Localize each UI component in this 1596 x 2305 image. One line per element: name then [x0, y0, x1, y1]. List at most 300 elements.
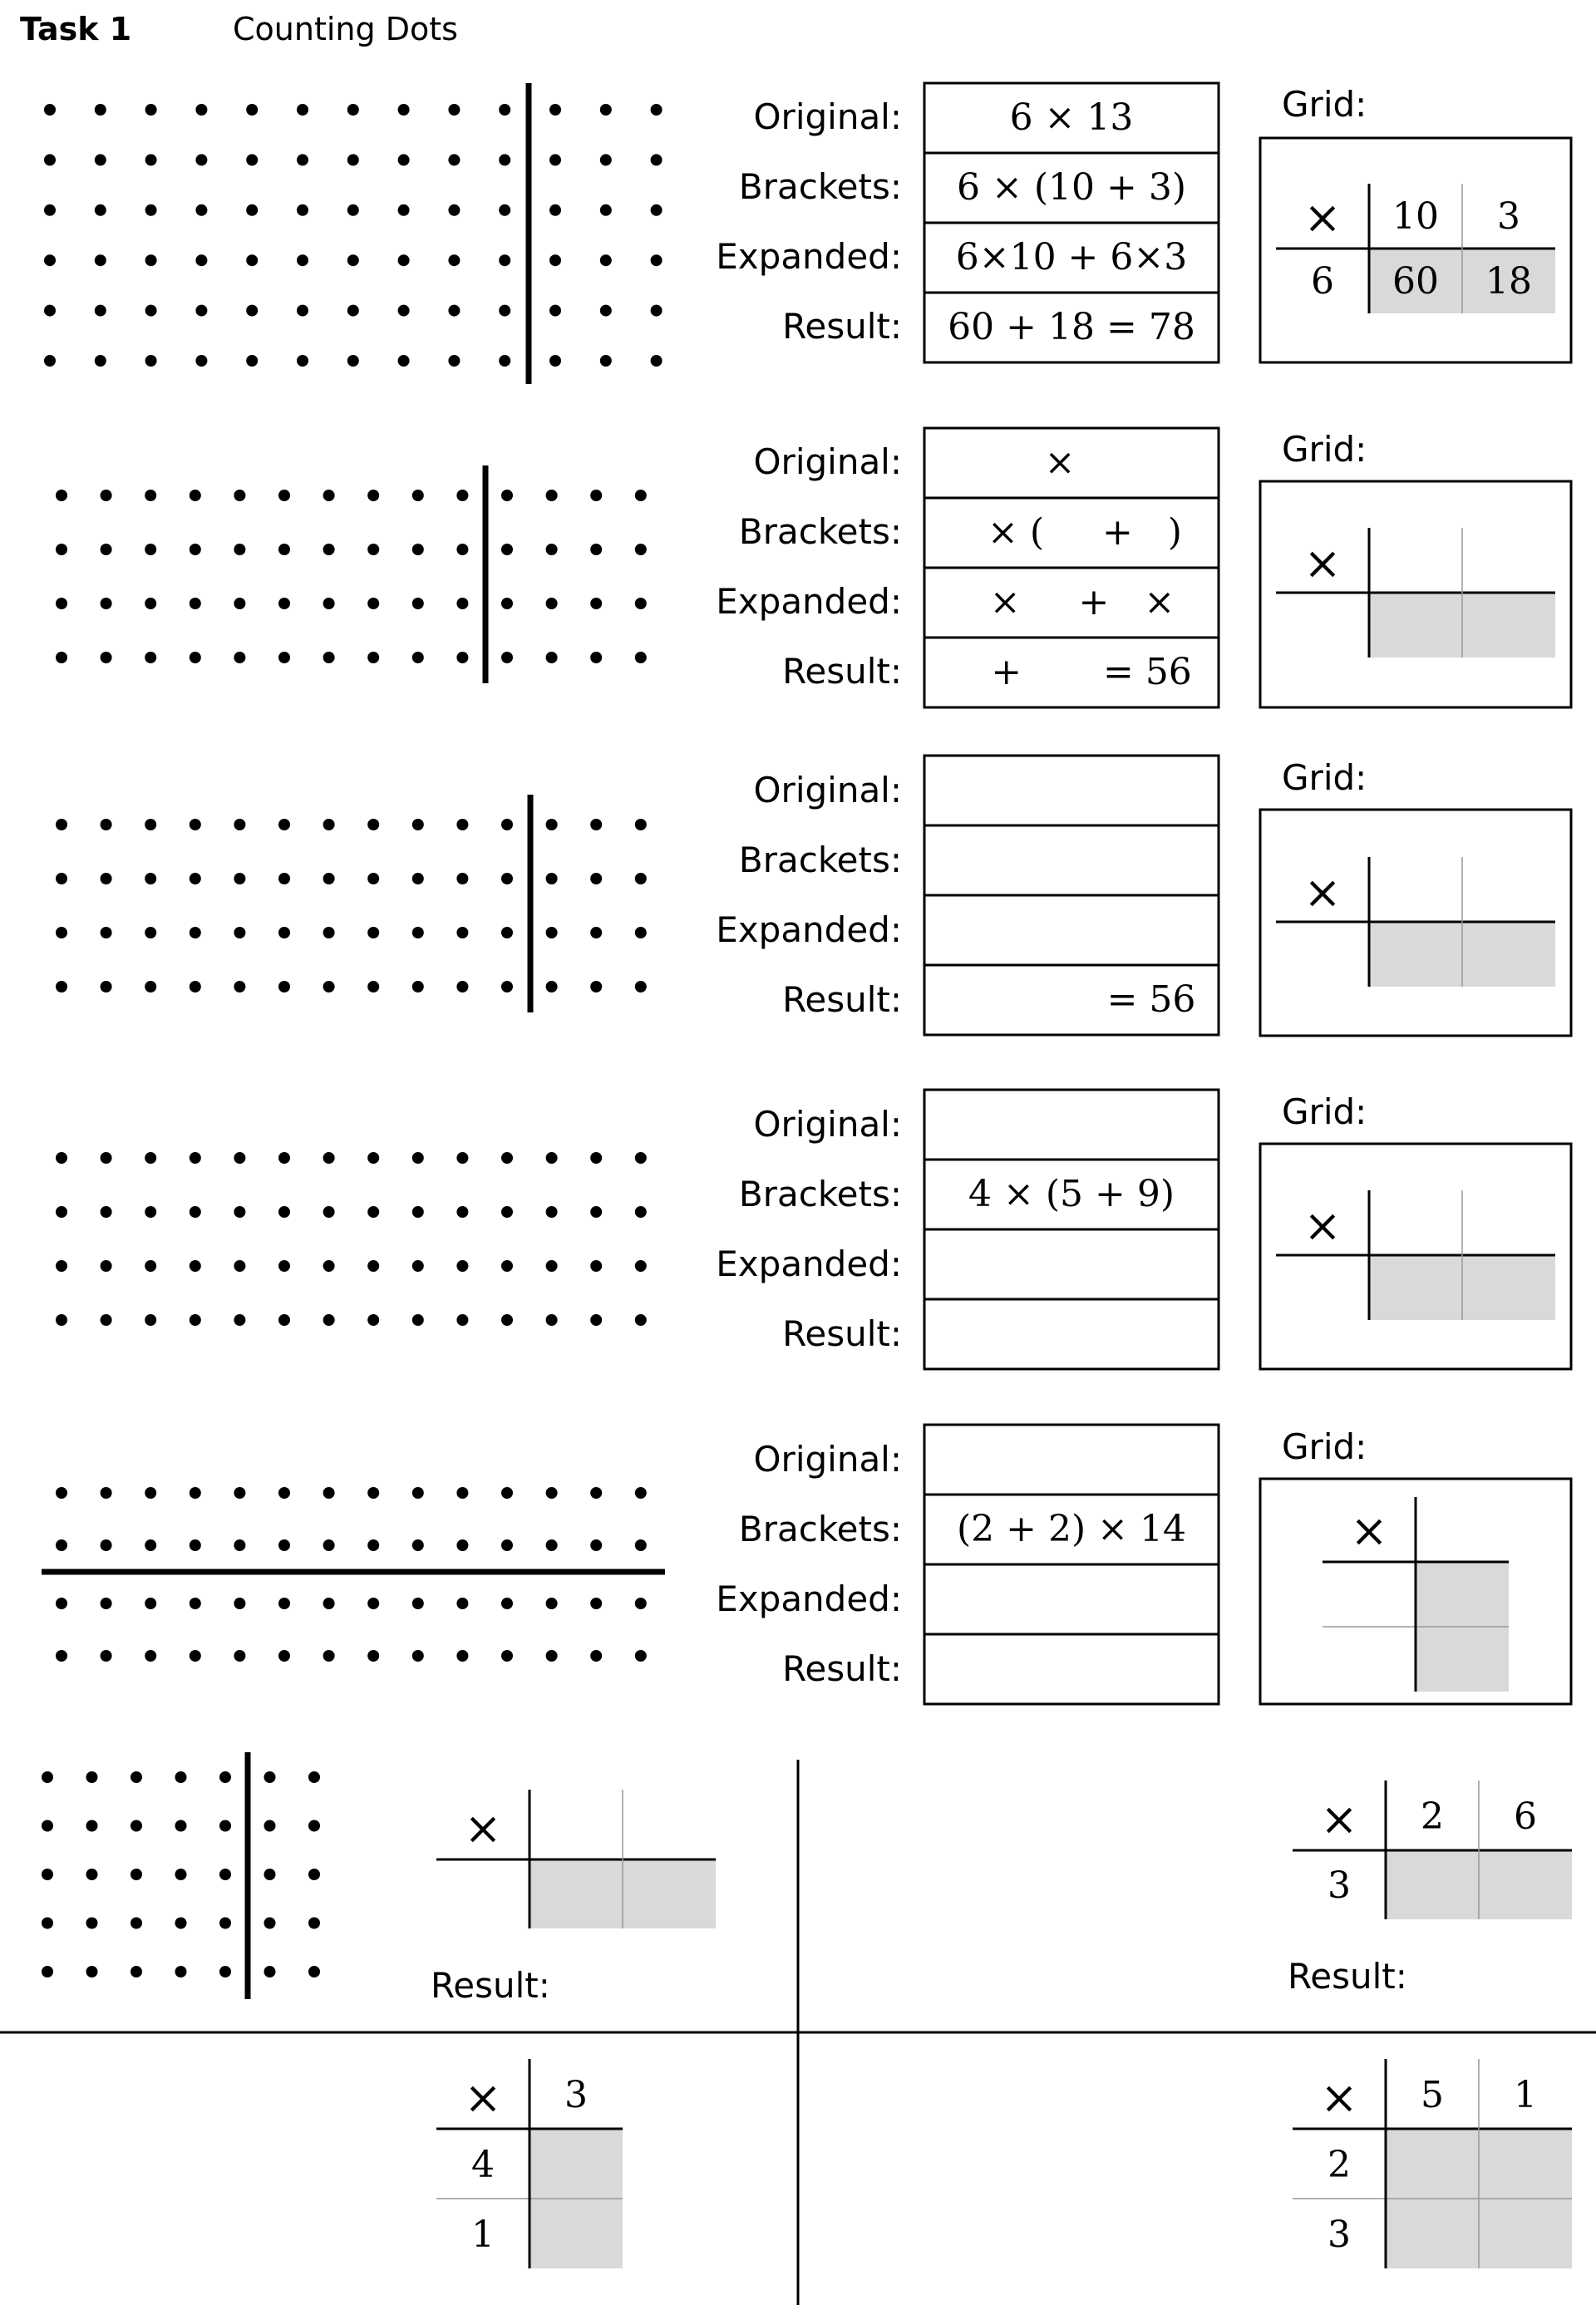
- label-brackets-2: Brackets:: [738, 511, 902, 552]
- dot: [546, 544, 558, 555]
- grid-cell[interactable]: [1386, 2129, 1479, 2199]
- grid-row-header: 4: [471, 2144, 495, 2186]
- dot: [546, 652, 558, 663]
- dot: [101, 819, 112, 830]
- dot: [412, 1314, 424, 1326]
- dot: [651, 254, 663, 266]
- dot: [190, 981, 201, 992]
- dot: [323, 1260, 335, 1272]
- dot: [546, 1260, 558, 1272]
- dot: [297, 104, 308, 116]
- dot: [412, 981, 424, 992]
- dot: [44, 355, 56, 367]
- dot: [145, 254, 157, 266]
- dot: [412, 1260, 424, 1272]
- dot: [501, 819, 513, 830]
- exercise-5: [42, 1425, 1571, 1704]
- dot: [501, 981, 513, 992]
- dot: [590, 1487, 602, 1499]
- dot: [590, 490, 602, 501]
- dot: [145, 204, 157, 216]
- dot: [264, 1771, 276, 1783]
- dot: [456, 1650, 468, 1662]
- dot: [651, 104, 663, 116]
- dot: [101, 652, 112, 663]
- grid-col-header: 3: [1497, 195, 1520, 238]
- dot: [590, 1152, 602, 1164]
- times-icon: ×: [1303, 537, 1342, 589]
- dot: [56, 819, 67, 830]
- grid-row-header: 1: [471, 2214, 495, 2256]
- dot: [367, 1260, 379, 1272]
- dot: [635, 819, 647, 830]
- dot: [190, 1314, 201, 1326]
- dot: [546, 1487, 558, 1499]
- label-original-2: Original:: [753, 441, 902, 482]
- dot: [195, 355, 207, 367]
- dot: [367, 981, 379, 992]
- dot: [456, 1206, 468, 1218]
- grid-cell[interactable]: [530, 2199, 623, 2268]
- dot: [456, 598, 468, 609]
- dot: [56, 1598, 67, 1609]
- dot: [367, 1487, 379, 1499]
- dot: [412, 1598, 424, 1609]
- dot: [635, 1539, 647, 1551]
- label-brackets-4: Brackets:: [738, 1174, 902, 1214]
- dot: [635, 981, 647, 992]
- label-expanded-3: Expanded:: [716, 909, 902, 950]
- result-label-6: Result:: [431, 1965, 550, 2006]
- dot: [549, 204, 561, 216]
- dot: [190, 1260, 201, 1272]
- dot: [145, 1314, 156, 1326]
- dot: [367, 819, 379, 830]
- dot: [195, 305, 207, 317]
- dot: [145, 544, 156, 555]
- grid-cell[interactable]: [530, 1859, 623, 1928]
- dot: [219, 1771, 231, 1783]
- dot: [44, 204, 56, 216]
- dot: [101, 490, 112, 501]
- field-brackets-3[interactable]: [924, 825, 1219, 895]
- dot: [95, 204, 106, 216]
- dot: [412, 819, 424, 830]
- dot: [145, 1152, 156, 1164]
- grid-table-2: [1276, 528, 1555, 658]
- field-expanded-4[interactable]: [924, 1229, 1219, 1299]
- grid-cell[interactable]: [1479, 2129, 1572, 2199]
- dot: [44, 154, 56, 165]
- dot: [501, 1152, 513, 1164]
- dot: [323, 873, 335, 884]
- dot: [635, 927, 647, 938]
- grid-cell[interactable]: [1462, 1255, 1555, 1320]
- dot: [590, 1260, 602, 1272]
- dot: [412, 544, 424, 555]
- dot: [195, 204, 207, 216]
- dot: [86, 1869, 98, 1880]
- dot: [412, 490, 424, 501]
- field-original-4[interactable]: [924, 1090, 1219, 1160]
- dot: [264, 1820, 276, 1832]
- dot: [175, 1869, 187, 1880]
- dot: [278, 598, 290, 609]
- dot: [590, 873, 602, 884]
- grid-cell[interactable]: [1479, 1850, 1572, 1919]
- dot: [190, 1598, 201, 1609]
- grid-cell[interactable]: [1386, 2199, 1479, 2268]
- dot: [323, 1539, 335, 1551]
- dot: [131, 1869, 142, 1880]
- field-original-3[interactable]: [924, 756, 1219, 825]
- dot: [175, 1966, 187, 1977]
- grid-col-header: 6: [1514, 1795, 1537, 1838]
- dot: [101, 1539, 112, 1551]
- dot: [145, 1650, 156, 1662]
- quadrant-top-left: [42, 1752, 716, 2006]
- dot: [367, 1314, 379, 1326]
- dot: [398, 305, 410, 317]
- dot: [546, 819, 558, 830]
- dot: [323, 819, 335, 830]
- dot: [190, 1487, 201, 1499]
- dot: [635, 652, 647, 663]
- dot: [456, 1598, 468, 1609]
- dot: [456, 981, 468, 992]
- dot: [367, 1650, 379, 1662]
- dot: [190, 1539, 201, 1551]
- dot: [101, 544, 112, 555]
- dot: [56, 981, 67, 992]
- dot: [347, 154, 359, 165]
- dot: [367, 927, 379, 938]
- dot: [56, 1539, 67, 1551]
- label-original-4: Original:: [753, 1104, 902, 1145]
- dot: [56, 544, 67, 555]
- dot: [56, 1487, 67, 1499]
- value-brackets-5: (2 + 2) × 14: [957, 1508, 1186, 1550]
- dot: [145, 1598, 156, 1609]
- grid-cell-value: 18: [1485, 260, 1532, 303]
- dot: [278, 819, 290, 830]
- dot: [56, 927, 67, 938]
- dot: [145, 652, 156, 663]
- dot: [398, 254, 410, 266]
- dot: [190, 1152, 201, 1164]
- dot: [635, 1598, 647, 1609]
- dot: [600, 204, 612, 216]
- dot: [323, 598, 335, 609]
- dot: [246, 104, 258, 116]
- field-original-5[interactable]: [924, 1425, 1219, 1495]
- dot: [546, 490, 558, 501]
- dot: [546, 1539, 558, 1551]
- dot: [42, 1966, 53, 1977]
- dot: [131, 1771, 142, 1783]
- dot: [635, 873, 647, 884]
- dot: [549, 154, 561, 165]
- grid-label-2: Grid:: [1282, 429, 1367, 470]
- dot: [278, 1598, 290, 1609]
- dot: [590, 598, 602, 609]
- dot: [145, 1539, 156, 1551]
- dot: [175, 1820, 187, 1832]
- label-result-5: Result:: [782, 1648, 902, 1689]
- grid-col-header: 2: [1421, 1795, 1444, 1838]
- task-title: Counting Dots: [233, 11, 458, 47]
- dot: [308, 1820, 320, 1832]
- dot: [234, 1206, 245, 1218]
- dot: [56, 652, 67, 663]
- dot: [101, 927, 112, 938]
- exercise-3: [56, 756, 1571, 1036]
- dot: [347, 204, 359, 216]
- value-expanded-1: 6×10 + 6×3: [955, 236, 1188, 278]
- grid-cell[interactable]: [1462, 922, 1555, 987]
- times-icon: ×: [1320, 2071, 1358, 2124]
- grid-cell[interactable]: [623, 1859, 716, 1928]
- grid-table-1: [1276, 184, 1555, 313]
- dot: [56, 490, 67, 501]
- dot: [145, 598, 156, 609]
- dot: [101, 1650, 112, 1662]
- value-brackets-2: × ( + ): [988, 511, 1182, 554]
- dot-array-6: [42, 1771, 320, 1977]
- times-icon: ×: [464, 1802, 502, 1854]
- grid-col-header: 5: [1421, 2074, 1444, 2116]
- dot: [86, 1966, 98, 1977]
- dot: [367, 1206, 379, 1218]
- dot: [56, 1260, 67, 1272]
- grid-row-header: 2: [1328, 2144, 1351, 2186]
- grid-table-3: [1276, 857, 1555, 987]
- dot: [323, 1487, 335, 1499]
- dot: [590, 927, 602, 938]
- dot: [278, 981, 290, 992]
- dot: [635, 544, 647, 555]
- dot: [499, 254, 510, 266]
- times-icon: ×: [464, 2071, 502, 2124]
- grid-cell[interactable]: [1369, 922, 1462, 987]
- grid-cell[interactable]: [1369, 593, 1462, 658]
- task-number: Task 1: [20, 11, 132, 47]
- dot: [347, 305, 359, 317]
- grid-table-5: [1323, 1497, 1509, 1692]
- quadrant-top-right: [1288, 1780, 1572, 1997]
- grid-row-header: 3: [1328, 2214, 1351, 2256]
- dot: [549, 305, 561, 317]
- dot: [367, 652, 379, 663]
- dot: [308, 1771, 320, 1783]
- label-original-5: Original:: [753, 1439, 902, 1480]
- dot: [145, 1260, 156, 1272]
- dot: [448, 104, 460, 116]
- dot: [546, 1314, 558, 1326]
- field-expanded-5[interactable]: [924, 1564, 1219, 1634]
- dot: [412, 873, 424, 884]
- dot: [600, 154, 612, 165]
- dot: [412, 927, 424, 938]
- dot: [456, 652, 468, 663]
- dot: [501, 544, 513, 555]
- dot: [323, 981, 335, 992]
- dot: [398, 104, 410, 116]
- exercise-2: [56, 428, 1571, 707]
- value-result-2: + = 56: [991, 651, 1192, 693]
- dot: [190, 1206, 201, 1218]
- dot: [308, 1966, 320, 1977]
- dot: [246, 254, 258, 266]
- value-original-2: ×: [1044, 441, 1076, 484]
- dot: [101, 598, 112, 609]
- dot: [145, 927, 156, 938]
- dot: [635, 1487, 647, 1499]
- dot: [635, 1314, 647, 1326]
- grid-cell[interactable]: [1369, 1255, 1462, 1320]
- dot: [95, 254, 106, 266]
- dot: [101, 1314, 112, 1326]
- dot: [323, 652, 335, 663]
- grid-label-5: Grid:: [1282, 1426, 1367, 1467]
- dot: [323, 1314, 335, 1326]
- dot-array-3: [56, 819, 647, 992]
- dot: [600, 254, 612, 266]
- dot: [323, 1206, 335, 1218]
- dot: [234, 1152, 245, 1164]
- grid-cell[interactable]: [1416, 1562, 1509, 1627]
- dot: [308, 1918, 320, 1929]
- dot: [600, 104, 612, 116]
- grid-col-header: 1: [1514, 2074, 1537, 2116]
- label-expanded-1: Expanded:: [716, 236, 902, 277]
- dot: [323, 1598, 335, 1609]
- dot: [499, 104, 510, 116]
- dot: [278, 927, 290, 938]
- value-result-3: = 56: [1106, 978, 1196, 1021]
- value-brackets-4: 4 × (5 + 9): [968, 1173, 1175, 1215]
- dot: [448, 305, 460, 317]
- dot: [86, 1820, 98, 1832]
- dot: [590, 1539, 602, 1551]
- dot: [145, 154, 157, 165]
- dot: [501, 598, 513, 609]
- grid-cell[interactable]: [1462, 593, 1555, 658]
- dot: [651, 355, 663, 367]
- dot: [546, 1598, 558, 1609]
- field-result-5[interactable]: [924, 1634, 1219, 1704]
- dot: [42, 1820, 53, 1832]
- dot: [195, 254, 207, 266]
- dot: [456, 544, 468, 555]
- dot: [635, 598, 647, 609]
- grid-cell[interactable]: [1416, 1627, 1509, 1692]
- dot: [546, 927, 558, 938]
- dot: [234, 1314, 245, 1326]
- dot: [42, 1869, 53, 1880]
- grid-row-header: 6: [1311, 260, 1334, 303]
- dot: [175, 1771, 187, 1783]
- dot: [131, 1918, 142, 1929]
- dot: [101, 1260, 112, 1272]
- grid-cell[interactable]: [1479, 2199, 1572, 2268]
- dot: [278, 1487, 290, 1499]
- dot: [456, 1260, 468, 1272]
- label-result-3: Result:: [782, 979, 902, 1020]
- dot: [367, 873, 379, 884]
- quadrant-bottom-left: [436, 2059, 623, 2268]
- dot: [367, 490, 379, 501]
- dot: [56, 1314, 67, 1326]
- dot: [590, 819, 602, 830]
- dot: [308, 1869, 320, 1880]
- dot: [323, 927, 335, 938]
- dot: [190, 873, 201, 884]
- dot: [651, 204, 663, 216]
- dot: [651, 154, 663, 165]
- field-expanded-3[interactable]: [924, 895, 1219, 965]
- dot: [145, 490, 156, 501]
- dot: [297, 154, 308, 165]
- dot: [367, 1152, 379, 1164]
- dot: [56, 1650, 67, 1662]
- value-expanded-2: × + ×: [989, 581, 1175, 623]
- dot: [278, 490, 290, 501]
- label-expanded-2: Expanded:: [716, 581, 902, 622]
- dot: [398, 204, 410, 216]
- dot: [234, 819, 245, 830]
- field-result-4[interactable]: [924, 1299, 1219, 1369]
- dot: [546, 1206, 558, 1218]
- dot: [175, 1918, 187, 1929]
- dot: [246, 204, 258, 216]
- dot: [264, 1918, 276, 1929]
- dot: [347, 355, 359, 367]
- dot: [95, 104, 106, 116]
- dot: [456, 1152, 468, 1164]
- dot: [264, 1869, 276, 1880]
- dot: [190, 598, 201, 609]
- dot: [246, 355, 258, 367]
- dot-array-4: [56, 1152, 647, 1326]
- dot: [264, 1966, 276, 1977]
- times-icon: ×: [1350, 1505, 1388, 1557]
- grid-cell[interactable]: [1386, 1850, 1479, 1919]
- value-result-1: 60 + 18 = 78: [948, 306, 1195, 348]
- dot: [590, 544, 602, 555]
- dot: [44, 104, 56, 116]
- dot-array-2: [56, 490, 647, 663]
- dot: [297, 254, 308, 266]
- dot: [398, 154, 410, 165]
- dot: [456, 1539, 468, 1551]
- dot: [278, 1314, 290, 1326]
- dot: [590, 1314, 602, 1326]
- dot: [635, 1650, 647, 1662]
- dot: [234, 1260, 245, 1272]
- dot: [190, 490, 201, 501]
- dot: [590, 652, 602, 663]
- dot: [278, 544, 290, 555]
- dot: [278, 873, 290, 884]
- dot: [95, 154, 106, 165]
- dot: [367, 1598, 379, 1609]
- dot: [145, 981, 156, 992]
- dot: [278, 652, 290, 663]
- grid-cell[interactable]: [530, 2129, 623, 2199]
- quadrant-bottom-right: [1293, 2059, 1572, 2268]
- dot: [42, 1918, 53, 1929]
